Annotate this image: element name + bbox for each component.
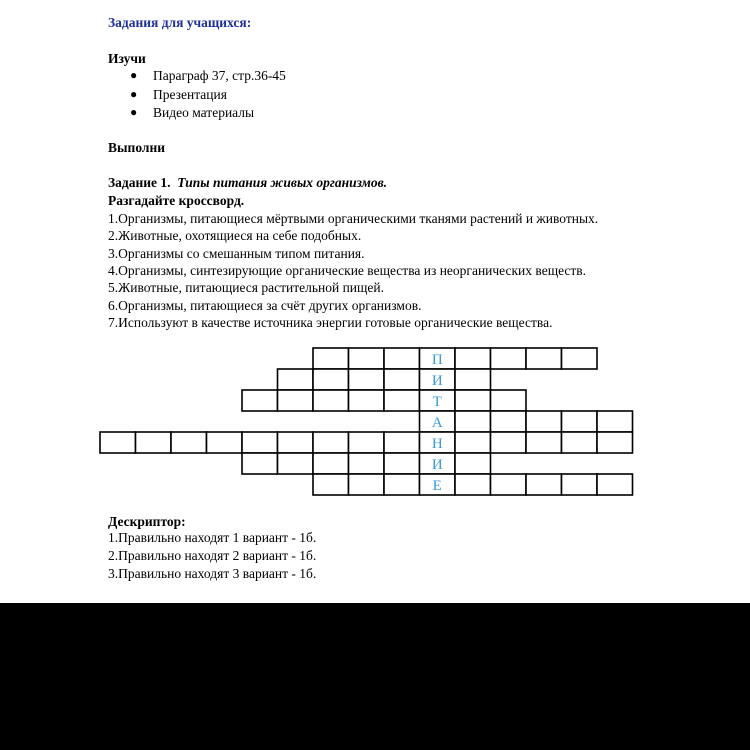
crossword-cell	[349, 432, 385, 453]
crossword-cell	[349, 474, 385, 495]
crossword-cell	[384, 432, 420, 453]
crossword-cell	[207, 432, 243, 453]
crossword-cell	[384, 390, 420, 411]
crossword-cell	[349, 390, 385, 411]
task-topic: Типы питания живых организмов.	[177, 175, 388, 190]
crossword-cell	[491, 348, 527, 369]
task-instruction: Разгадайте кроссворд.	[108, 193, 245, 208]
clue-item: 3.Организмы со смешанным типом питания.	[108, 246, 365, 261]
crossword-cell	[597, 432, 633, 453]
crossword-cell	[171, 432, 207, 453]
crossword-cell	[526, 432, 562, 453]
keyword-letter: Т	[432, 394, 442, 410]
crossword-cell	[242, 390, 278, 411]
study-heading: Изучи	[108, 51, 146, 66]
list-item: Видео материалы	[153, 105, 255, 120]
descriptor-item: 2.Правильно находят 2 вариант - 1б.	[108, 548, 317, 563]
clue-item: 1.Организмы, питающиеся мёртвыми органическими тканями растений и животных.	[108, 211, 599, 226]
crossword-cell	[455, 348, 491, 369]
descriptor-item: 1.Правильно находят 1 вариант - 1б.	[108, 530, 317, 545]
crossword-cell	[278, 390, 314, 411]
keyword-letter: И	[431, 457, 443, 473]
keyword-letter: А	[431, 415, 443, 431]
crossword-cell	[313, 390, 349, 411]
descriptor-item: 3.Правильно находят 3 вариант - 1б.	[108, 566, 317, 581]
crossword-cell	[384, 453, 420, 474]
crossword-cell	[384, 369, 420, 390]
keyword-letter: Е	[432, 478, 442, 494]
keyword-letter: П	[431, 352, 443, 368]
crossword-cell	[491, 390, 527, 411]
crossword-cell	[313, 369, 349, 390]
keyword-letter: Н	[431, 436, 443, 452]
crossword-cell	[491, 474, 527, 495]
crossword-cell	[349, 348, 385, 369]
bullet-icon: ●	[130, 68, 138, 82]
crossword-cell	[491, 411, 527, 432]
crossword-cell	[384, 474, 420, 495]
crossword-cell	[100, 432, 136, 453]
list-item: Параграф 37, стр.36-45	[153, 68, 286, 83]
crossword-cell	[349, 369, 385, 390]
crossword-cell	[242, 432, 278, 453]
crossword-cell	[562, 432, 598, 453]
crossword-cell	[455, 411, 491, 432]
crossword-cell	[313, 474, 349, 495]
crossword-cell	[313, 348, 349, 369]
crossword-cell	[562, 411, 598, 432]
crossword-cell	[455, 474, 491, 495]
task-label: Задание 1.	[108, 175, 171, 190]
page-title: Задания для учащихся:	[108, 15, 252, 30]
crossword-cell	[597, 411, 633, 432]
crossword-cell	[278, 432, 314, 453]
crossword-cell	[455, 432, 491, 453]
crossword-cell	[455, 390, 491, 411]
crossword-cell	[562, 474, 598, 495]
clue-item: 2.Животные, охотящиеся на себе подобных.	[108, 228, 362, 243]
keyword-letter: И	[431, 373, 443, 389]
crossword-cell	[455, 453, 491, 474]
do-heading: Выполни	[108, 140, 166, 155]
crossword-cell	[526, 474, 562, 495]
descriptor-heading: Дескриптор:	[108, 514, 186, 529]
crossword-cell	[349, 453, 385, 474]
crossword-cell	[597, 474, 633, 495]
crossword-cell	[455, 369, 491, 390]
clue-item: 4.Организмы, синтезирующие органические вещества из неорганических веществ.	[108, 263, 587, 278]
crossword-cell	[313, 453, 349, 474]
clue-item: 6.Организмы, питающиеся за счёт других организмов.	[108, 298, 422, 313]
bullet-icon: ●	[130, 105, 138, 119]
crossword-cell	[491, 432, 527, 453]
crossword-cell	[562, 348, 598, 369]
bullet-icon: ●	[130, 87, 138, 101]
crossword-cell	[384, 348, 420, 369]
crossword-cell	[278, 453, 314, 474]
list-item: Презентация	[153, 87, 227, 102]
crossword-cell	[278, 369, 314, 390]
crossword-cell	[526, 411, 562, 432]
clue-item: 7.Используют в качестве источника энергии готовые органические вещества.	[108, 315, 553, 330]
crossword-cell	[136, 432, 172, 453]
crossword-cell	[242, 453, 278, 474]
crossword-cell	[526, 348, 562, 369]
crossword-cell	[313, 432, 349, 453]
clue-item: 5.Животные, питающиеся растительной пищей.	[108, 280, 385, 295]
